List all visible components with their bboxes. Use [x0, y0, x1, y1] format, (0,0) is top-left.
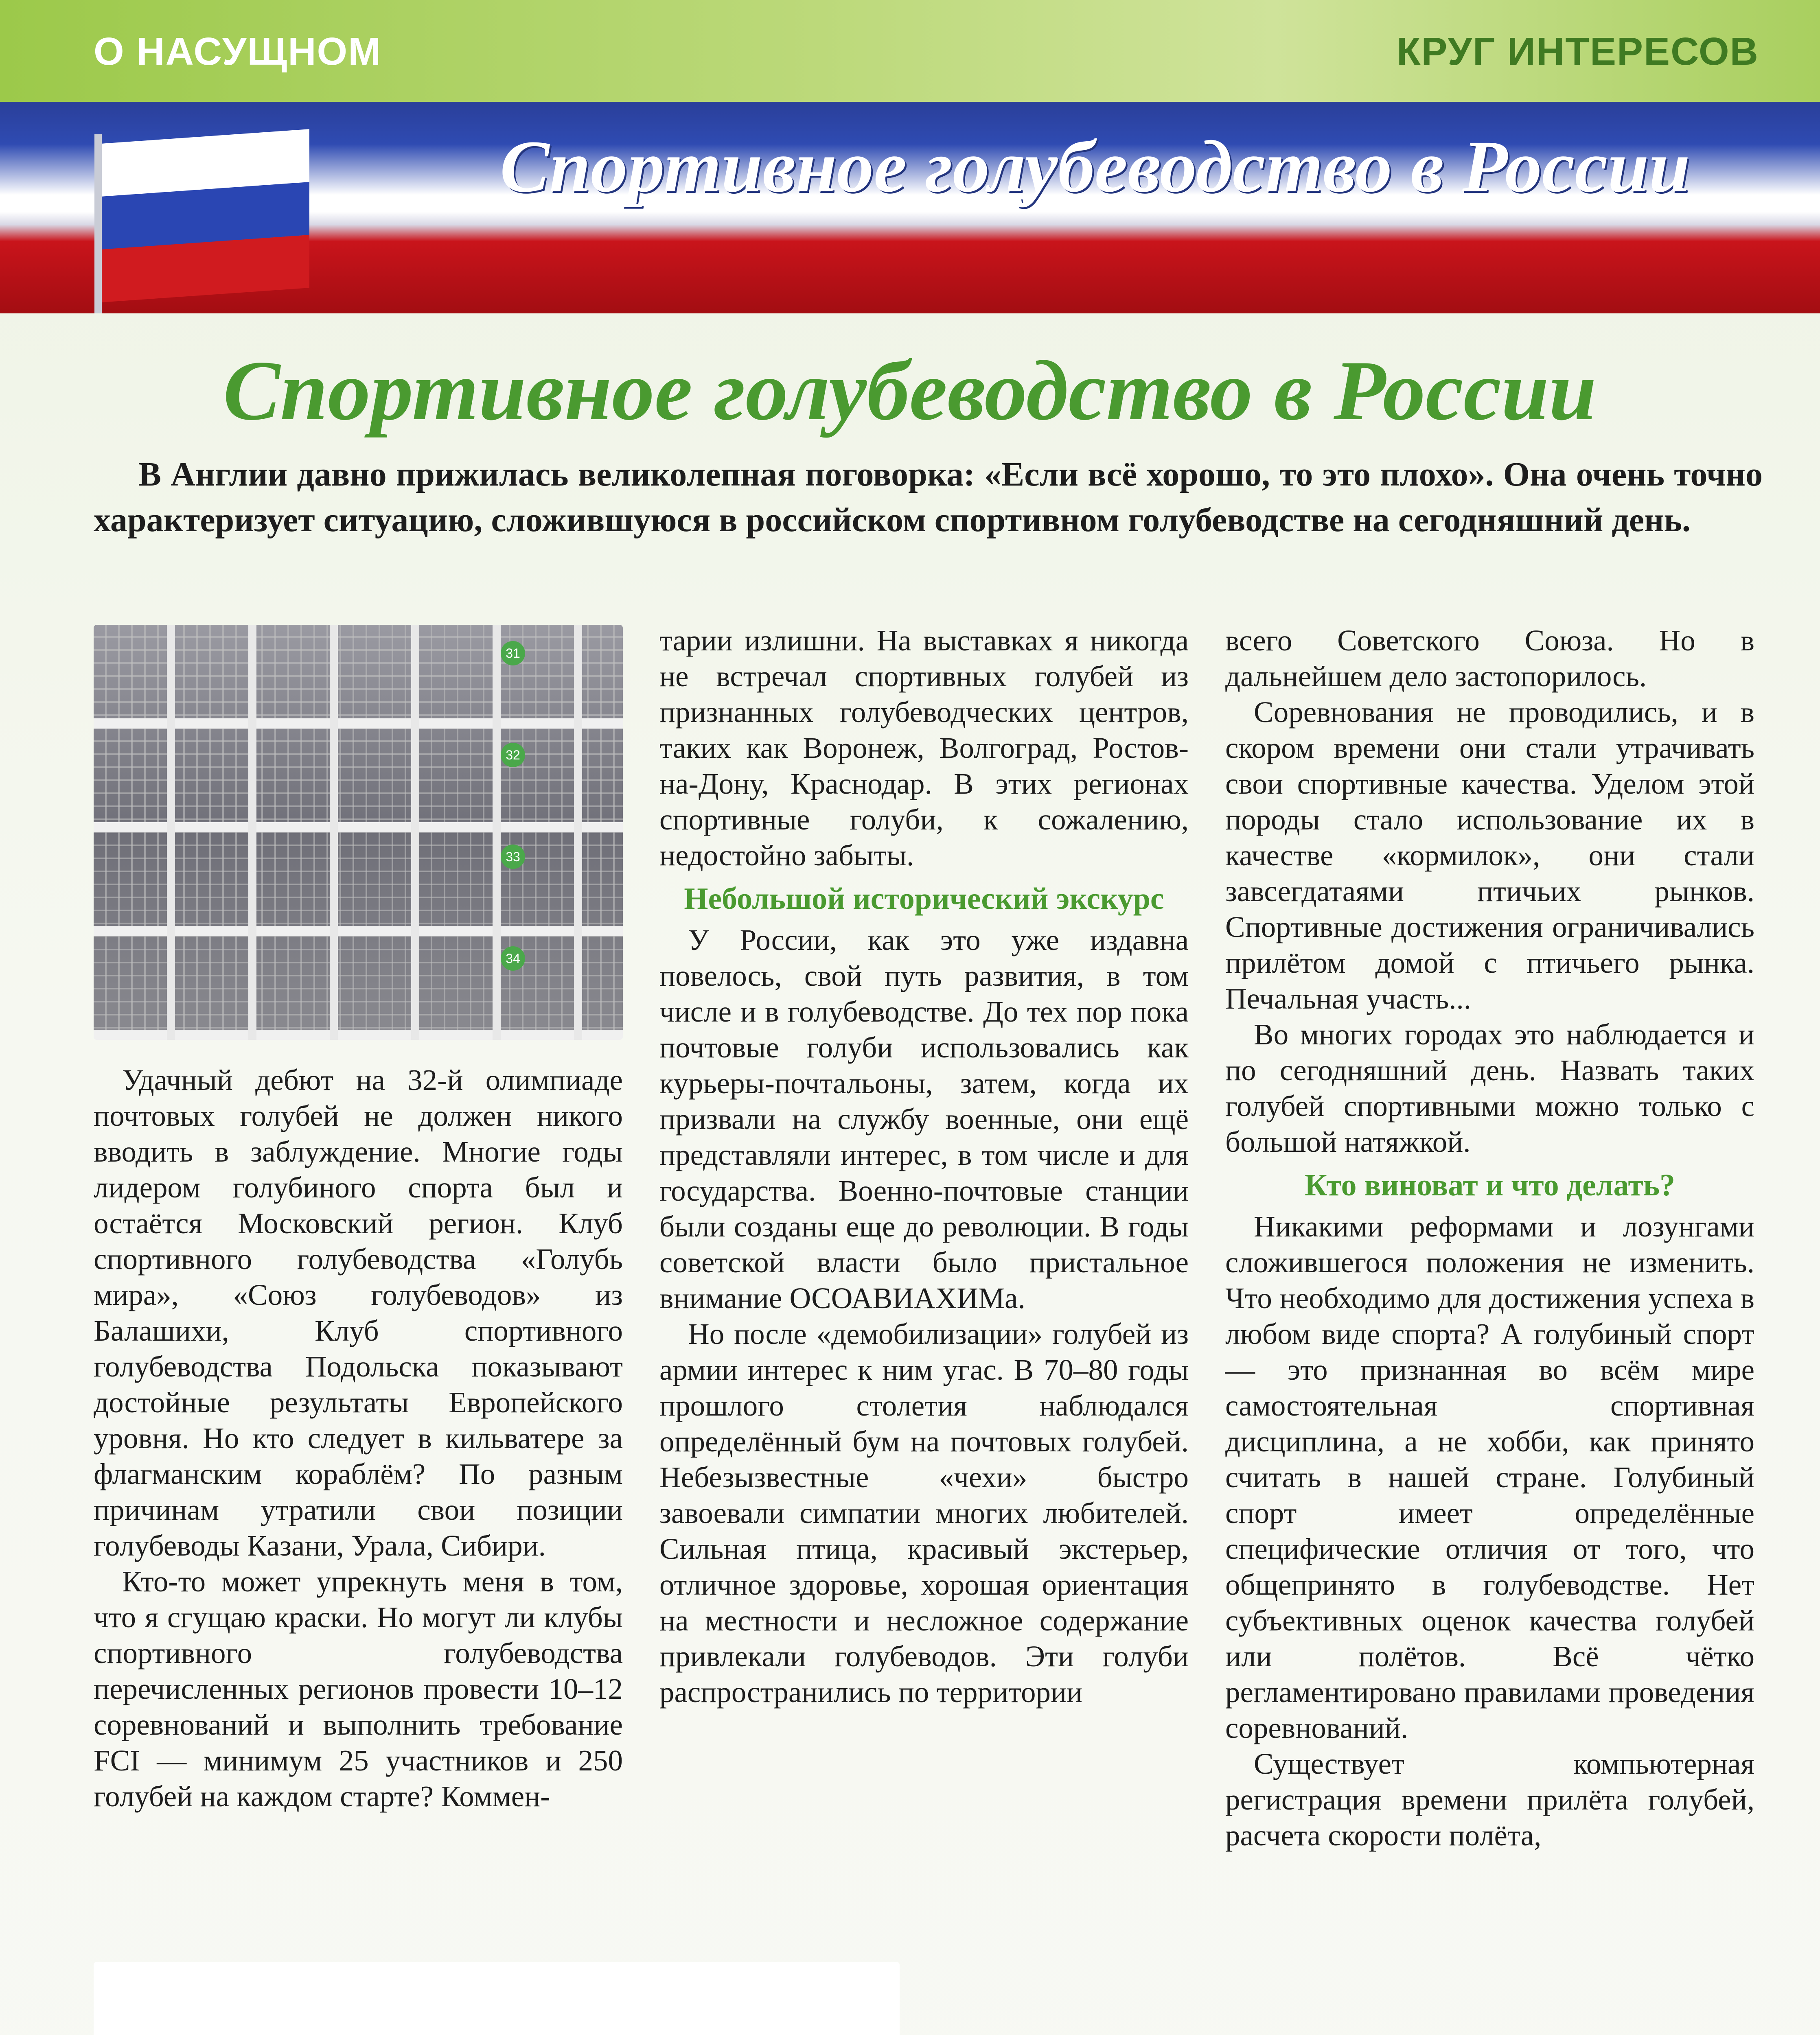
paragraph: Никакими реформами и лозунгами сложившегося положения не изменить. Что необходимо для достижения успеха в любом виде спорта? А голубиный спорт — это признанная во всём мире самостоятельная спортивная дисциплина, а не хобби, как принято считать в нашей стране. Голубиный спорт имеет определённые специфические отличия от того, что общепринято в голубеводстве. Нет субъективных оценок качества голубей или полётов. Всё чётко регламентировано правилами проведения соревнований. — [1225, 1210, 1754, 1744]
article-column-1 — [94, 1062, 623, 1814]
section-heading: Небольшой исторический экскурс — [684, 882, 1164, 916]
top-section-bar — [0, 0, 1820, 102]
article-column-3 — [1225, 623, 1754, 1853]
article-column-2 — [659, 623, 1189, 1710]
paragraph: У России, как это уже издавна повелось, свой путь развития, в том числе и в голубеводстве. До тех пор пока почтовые голуби использовались как курьеры-почтальоны, затем, когда их призвали на службу военные, они ещё представляли интерес, в том числе и для государства. Военно-почтовые станции были созданы еще до революции. В годы советской власти было пристальное внимание ОСОАВИАХИМа. — [659, 923, 1189, 1315]
paragraph: Существует компьютерная регистрация времени прилёта голубей, расчета скорости полёта, — [1225, 1747, 1754, 1852]
banner-title: Спортивное голубеводство в России — [500, 126, 1690, 208]
paragraph: Но после «демобилизации» голубей из армии интерес к ним угас. В 70–80 годы прошлого столетия наблюдался определённый бум на почтовых голубей. Небезызвестные «чехи» быстро завоевали симпатии многих любителей. Сильная птица, красивый экстерьер, отличное здоровье, хорошая ориентация на местности и несложное содержание привлекали голубеводов. Эти голуби распространились по территории — [659, 1317, 1189, 1709]
cage-number: 32 — [501, 743, 525, 767]
cage-number: 33 — [501, 845, 525, 869]
photo-pigeon-loft-exterior — [94, 1962, 900, 2035]
paragraph: Кто-то может упрекнуть меня в том, что я сгущаю краски. Но могут ли клубы спортивного голубеводства перечисленных регионов провести 10–12 соревнований и выполнить требование FCI — минимум 25 участников и 250 голубей на каждом старте? Коммен- — [94, 1565, 623, 1813]
article-title: Спортивное голубеводство в России — [223, 344, 1597, 438]
section-heading: Кто виноват и что делать? — [1304, 1168, 1675, 1202]
cage-number: 31 — [501, 641, 525, 665]
paragraph: Во многих городах это наблюдается и по сегодняшний день. Назвать таких голубей спортивными можно только с большой натяжкой. — [1225, 1018, 1754, 1158]
paragraph: всего Советского Союза. Но в дальнейшем дело застопорилось. — [1225, 624, 1754, 693]
photo-pigeon-cages — [94, 625, 623, 1040]
section-label-right: КРУГ ИНТЕРЕСОВ — [1396, 30, 1759, 73]
flag-pole — [94, 134, 102, 313]
paragraph: тарии излишни. На выставках я никогда не встречал спортивных голубей из признанных голубеводческих центров, таких как Воронеж, Волгоград, Ростов-на-Дону, Краснодар. В этих регионах спортивные голуби, к сожалению, недостойно забыты. — [659, 624, 1189, 872]
paragraph: Соревнования не проводились, и в скором времени они стали утрачивать свои спортивные качества. Уделом этой породы стало использование их в качестве «кормилок», они стали завсегдатаями птичьих рынков. Спортивные достижения ограничивались прилётом домой с птичьего рынка. Печальная участь... — [1225, 696, 1754, 1015]
russian-flag-icon — [102, 129, 309, 302]
cage-number: 34 — [501, 946, 525, 971]
section-label-left: О НАСУЩНОМ — [94, 30, 382, 73]
article-lead: В Англии давно прижилась великолепная поговорка: «Если всё хорошо, то это плохо». Она очень точно характеризует ситуацию, сложившуюся в российском спортивном голубеводстве на сегодняшний день. — [94, 455, 1763, 539]
paragraph: Удачный дебют на 32-й олимпиаде почтовых голубей не должен никого вводить в заблуждение. Многие годы лидером голубиного спорта был и остаётся Московский регион. Клуб спортивного голубеводства «Голубь мира», «Союз голубеводов» из Балашихи, Клуб спортивного голубеводства Подольска показывают достойные результаты Европейского уровня. Но кто следует в кильватере за флагманским кораблём? По разным причинам утратили свои позиции голубеводы Казани, Урала, Сибири. — [94, 1063, 623, 1562]
